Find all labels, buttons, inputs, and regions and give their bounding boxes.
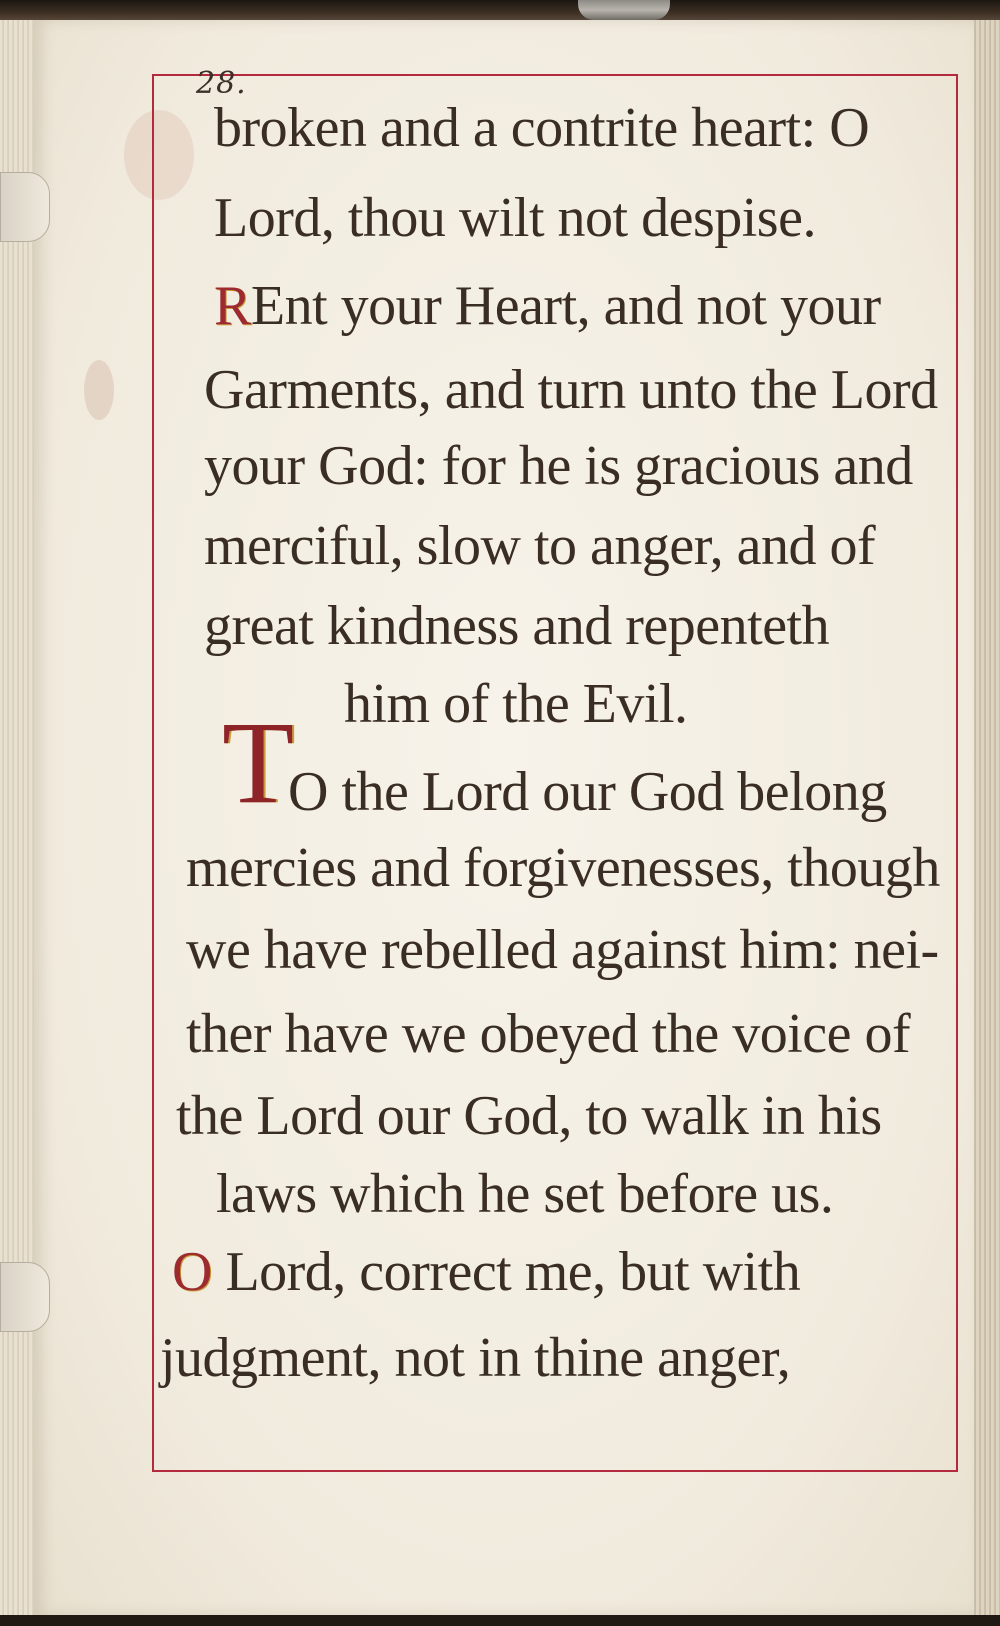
binding-tab [0, 1262, 50, 1332]
text-line: we have rebelled against him: nei- [186, 919, 939, 981]
paper-stain [84, 360, 114, 420]
text-line: Garments, and turn unto the Lord [204, 359, 938, 421]
text-line: the Lord our God, to walk in his [176, 1085, 882, 1147]
text-line: Lord, correct me, but with [211, 1241, 801, 1303]
page-edges-left [0, 20, 34, 1615]
page-number: 28. [196, 66, 247, 101]
text-line: Ent your Heart, and not your [250, 275, 881, 337]
book-binding-bottom [0, 1615, 1000, 1626]
text-line: him of the Evil. [344, 673, 688, 735]
text-line-with-initial [172, 1241, 801, 1303]
text-line: O the Lord our God belong [288, 761, 887, 823]
initial-letter-r: R [214, 275, 251, 337]
text-line: mercies and forgivenesses, though [186, 837, 940, 899]
page-edges-right [972, 20, 1000, 1615]
text-line: your God: for he is gracious and [204, 435, 913, 497]
metal-clasp-icon [578, 0, 670, 20]
text-line: Lord, thou wilt not despise. [214, 187, 816, 249]
binding-tab [0, 172, 50, 242]
text-line: broken and a contrite heart: O [214, 97, 870, 159]
initial-letter-t: T [222, 697, 295, 828]
text-line-with-initial [214, 275, 881, 337]
text-line: merciful, slow to anger, and of [204, 515, 876, 577]
text-line: great kindness and repenteth [204, 595, 830, 657]
initial-letter-o: O [172, 1241, 212, 1303]
text-line: ther have we obeyed the voice of [186, 1003, 911, 1065]
text-line: judgment, not in thine anger, [160, 1327, 791, 1389]
book-binding-top [0, 0, 1000, 20]
text-line: laws which he set before us. [216, 1163, 834, 1225]
